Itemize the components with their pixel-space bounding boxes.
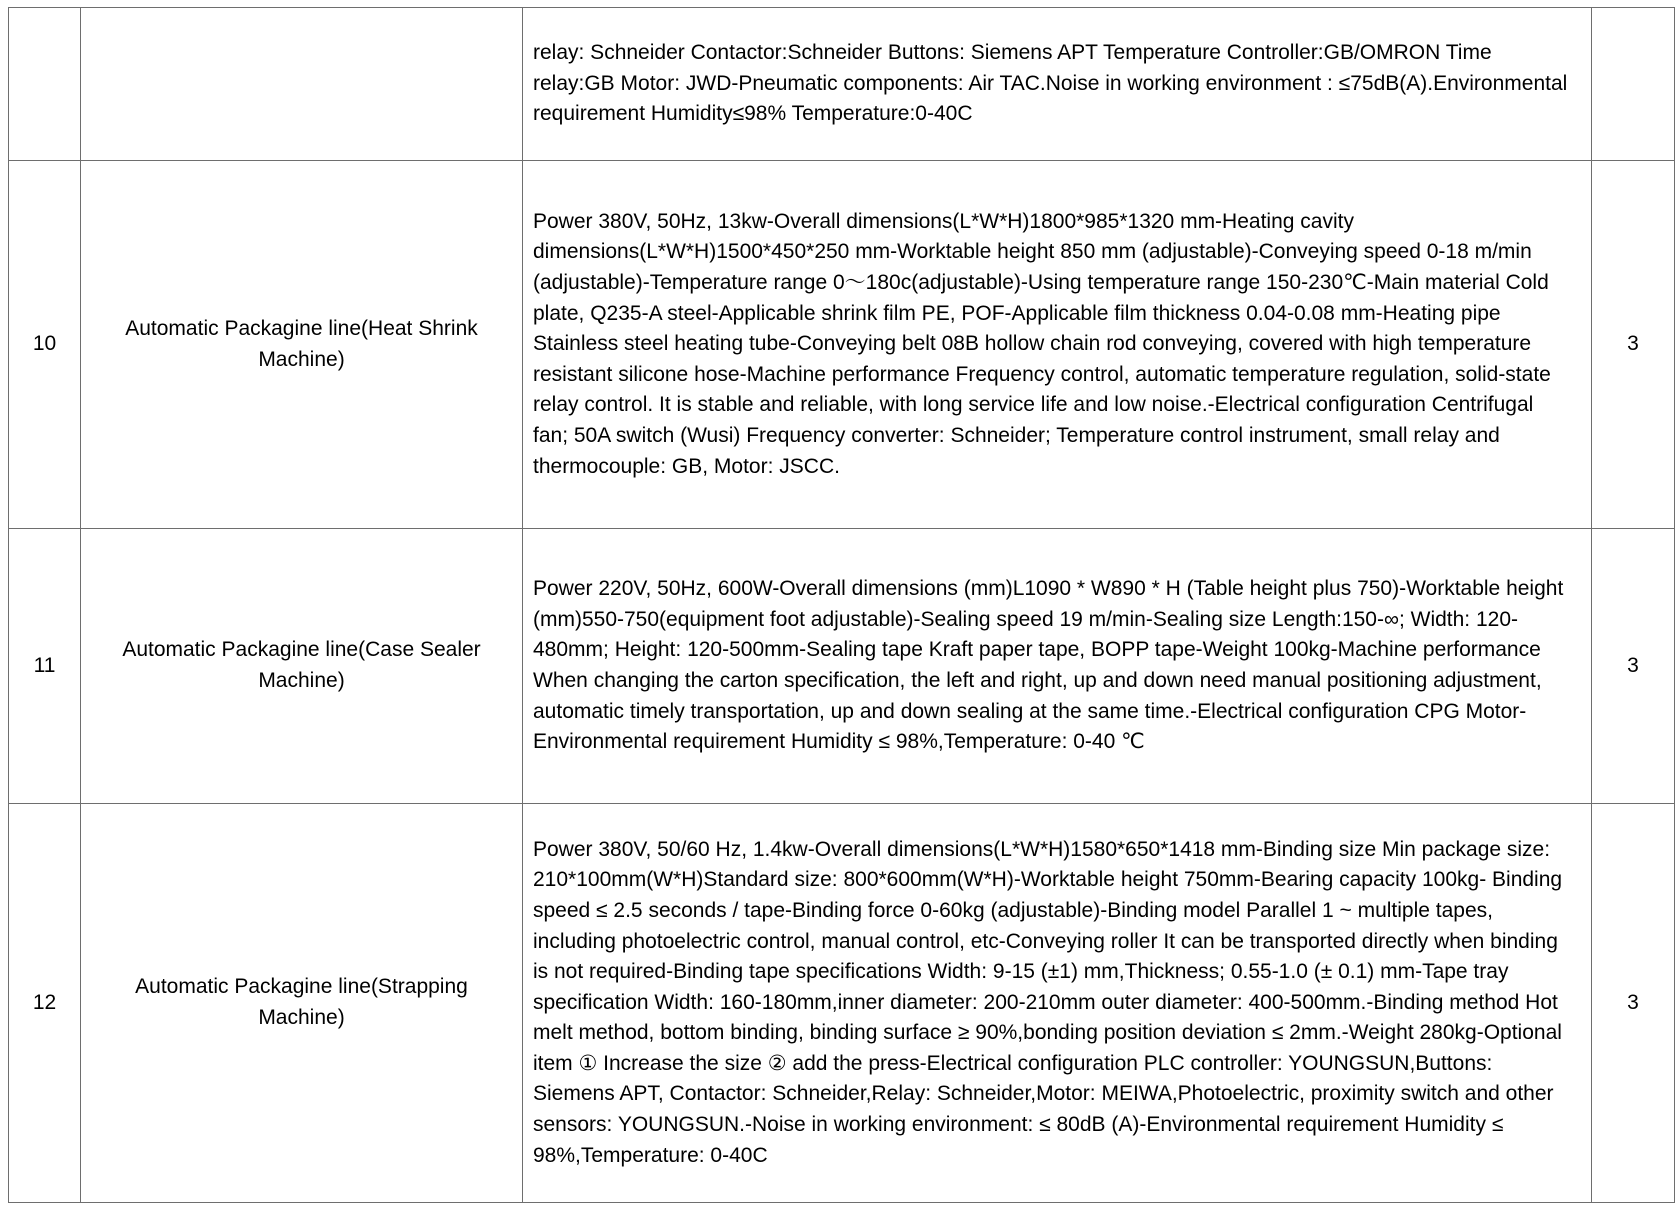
item-quantity-cell: 3: [1592, 161, 1675, 529]
item-quantity-cell: [1592, 8, 1675, 161]
item-number-cell: [9, 8, 81, 161]
item-name-cell: Automatic Packagine line(Strapping Machine): [81, 804, 523, 1203]
table-row: [9, 8, 1675, 161]
item-description-cell: [523, 8, 1592, 161]
table-row: [9, 529, 1675, 804]
item-description-cell: [523, 529, 1592, 804]
item-name-cell: [81, 8, 523, 161]
item-number-cell: 11: [9, 529, 81, 804]
item-description-text: Power 220V, 50Hz, 600W-Overall dimensions (mm)L1090 * W890 * H (Table height plus 750)-Worktable height (mm)550-750(equipment foot adjustable)-Sealing speed 19 m/min-Sealing size Length:150-∞; Width: 120-480mm; Height: 120-500mm-Sealing tape Kraft paper tape, BOPP tape-Weight 100kg-Machine performance When changing the carton specification, the left and right, up and down need manual positioning adjustment, automatic timely transportation, up and down sealing at the same time.-Electrical configuration CPG Motor-Environmental requirement Humidity ≤ 98%,Temperature: 0-40 ℃: [533, 577, 1564, 754]
item-description-cell: [523, 804, 1592, 1203]
table-row: [9, 161, 1675, 529]
item-description-text: Power 380V, 50/60 Hz, 1.4kw-Overall dimensions(L*W*H)1580*650*1418 mm-Binding size Min package size: 210*100mm(W*H)Standard size: 800*600mm(W*H)-Worktable height 750mm-Bearing capacity 100kg- Binding speed ≤ 2.5 seconds / tape-Binding force 0-60kg (adjustable)-Binding model Parallel 1 ~ multiple tapes, including photoelectric control, manual control, etc-Conveying roller It can be transported directly when binding is not required-Binding tape specifications Width: 9-15 (±1) mm,Thickness; 0.55-1.0 (± 0.1) mm-Tape tray specification Width: 160-180mm,inner diameter: 200-210mm outer diameter: 400-500mm.-Binding method Hot melt method, bottom binding, binding surface ≥ 90%,bonding position deviation ≤ 2mm.-Weight 280kg-Optional item ① Increase the size ② add the press-Electrical configuration PLC controller: YOUNGSUN,Buttons: Siemens APT, Contactor: Schneider,Relay: Schneider,Motor: MEIWA,Photoelectric, proximity switch and other sensors: YOUNGSUN.-Noise in working environment: ≤ 80dB (A)-Environmental requirement Humidity ≤ 98%,Temperature: 0-40C: [533, 837, 1563, 1167]
item-name-cell: Automatic Packagine line(Case Sealer Machine): [81, 529, 523, 804]
table-row: [9, 804, 1675, 1203]
item-description-text: Power 380V, 50Hz, 13kw-Overall dimensions(L*W*H)1800*985*1320 mm-Heating cavity dimensions(L*W*H)1500*450*250 mm-Worktable height 850 mm (adjustable)-Conveying speed 0-18 m/min (adjustable)-Temperature range 0～180c(adjustable)-Using temperature range 150-230℃-Main material Cold plate, Q235-A steel-Applicable shrink film PE, POF-Applicable film thickness 0.04-0.08 mm-Heating pipe Stainless steel heating tube-Conveying belt 08B hollow chain rod conveying, covered with high temperature resistant silicone hose-Machine performance Frequency control, automatic temperature regulation, solid-state relay control. It is stable and reliable, with long service life and low noise.-Electrical configuration Centrifugal fan; 50A switch (Wusi) Frequency converter: Schneider; Temperature control instrument, small relay and thermocouple: GB, Motor: JSCC.: [533, 209, 1551, 478]
item-description-cell: [523, 161, 1592, 529]
item-description-text: relay: Schneider Contactor:Schneider Buttons: Siemens APT Temperature Controller:GB/OMRON Time relay:GB Motor: JWD-Pneumatic components: Air TAC.Noise in working environment : ≤75dB(A).Environmental requirement Humidity≤98% Temperature:0-40C: [533, 41, 1568, 126]
item-number-cell: 10: [9, 161, 81, 529]
item-number-cell: 12: [9, 804, 81, 1203]
equipment-spec-table: [8, 7, 1675, 1203]
item-quantity-cell: 3: [1592, 529, 1675, 804]
item-quantity-cell: 3: [1592, 804, 1675, 1203]
item-name-cell: Automatic Packagine line(Heat Shrink Machine): [81, 161, 523, 529]
